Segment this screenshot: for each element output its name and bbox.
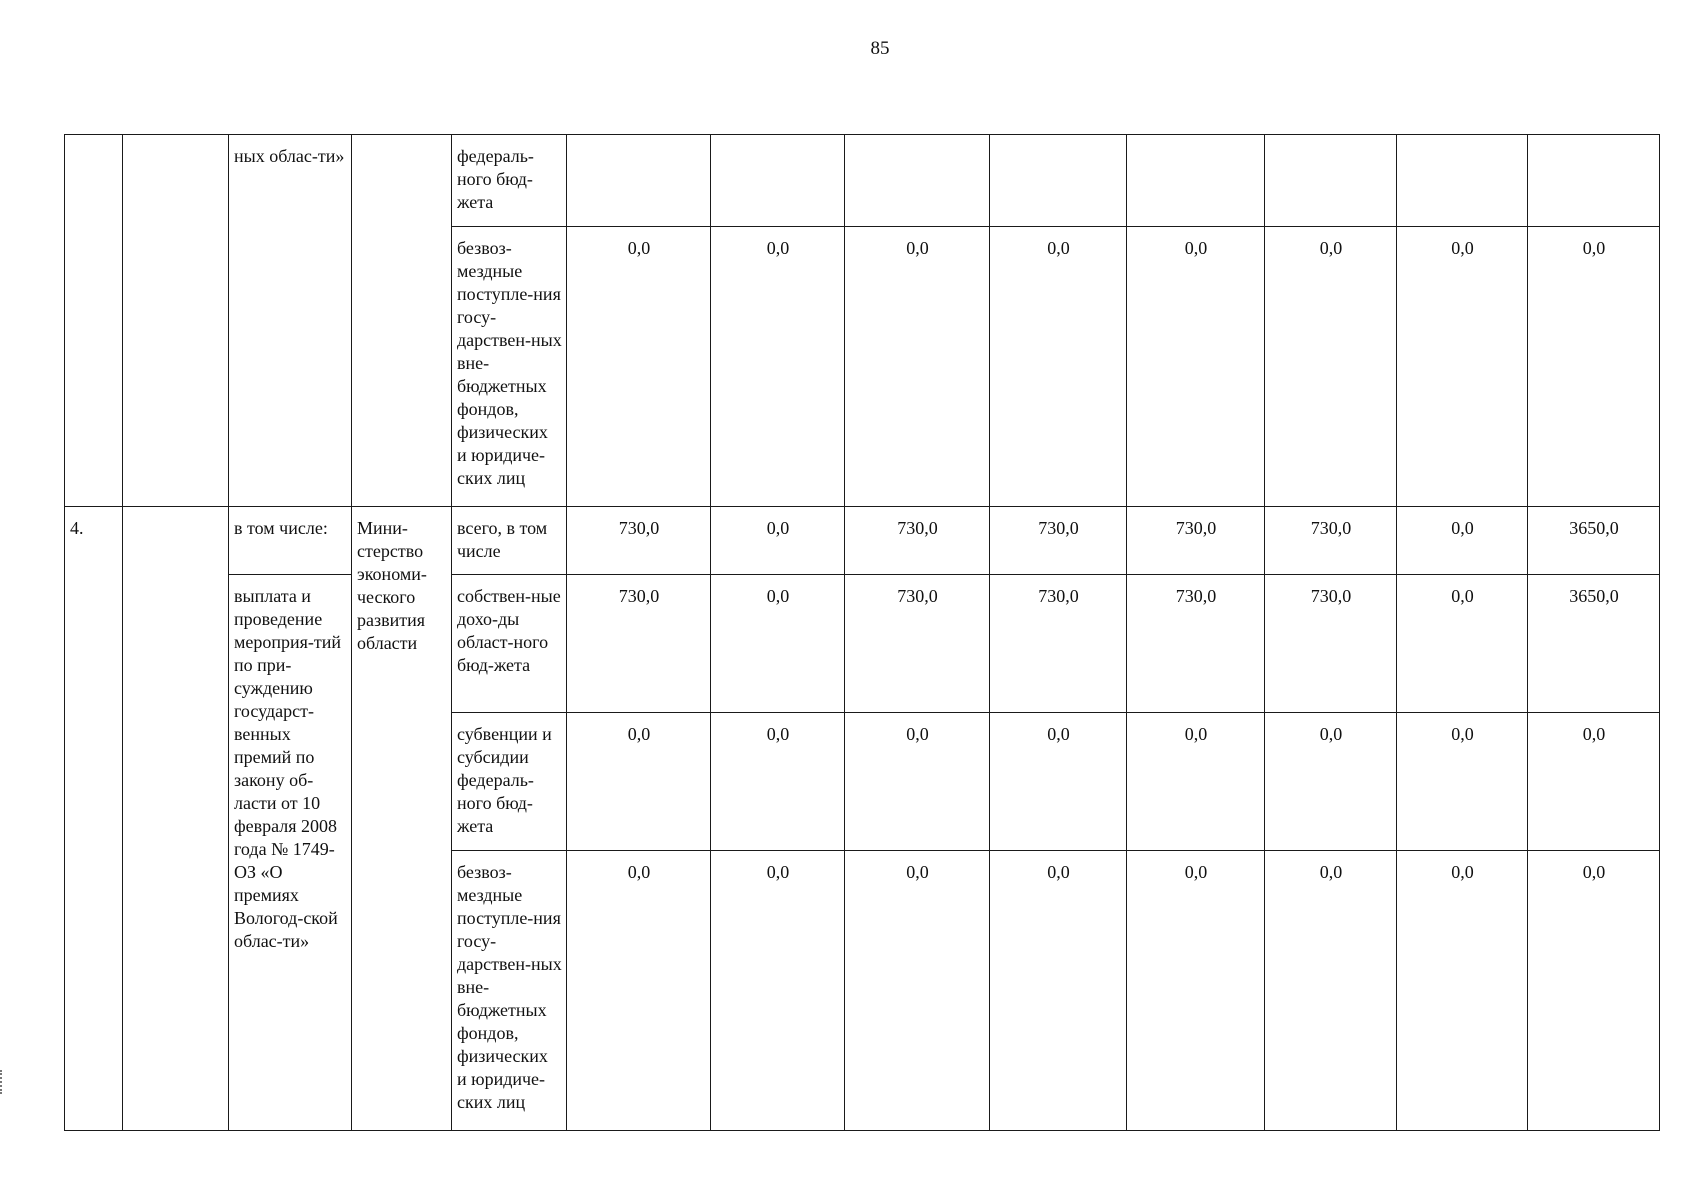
value-cell: 0,0 [1397, 713, 1528, 851]
value-cell: 730,0 [1127, 575, 1265, 713]
value-cell: 730,0 [1265, 507, 1397, 575]
value-cell: 0,0 [990, 713, 1127, 851]
value-cell: 0,0 [845, 227, 990, 507]
value-cell [1397, 135, 1528, 227]
value-cell: 0,0 [711, 575, 845, 713]
value-cell [711, 135, 845, 227]
table-row [65, 575, 1660, 713]
value-cell: 0,0 [567, 713, 711, 851]
value-cell: 0,0 [1397, 851, 1528, 1131]
executor-cell: Мини-стерство экономи-ческого развития области [352, 507, 452, 1131]
page-number: 85 [870, 38, 890, 59]
value-cell: 0,0 [711, 507, 845, 575]
value-cell: 0,0 [1528, 227, 1660, 507]
row-index-cell: 4. [65, 507, 123, 1131]
value-cell: 0,0 [1265, 227, 1397, 507]
value-cell [567, 135, 711, 227]
value-cell: 0,0 [990, 227, 1127, 507]
value-cell [845, 135, 990, 227]
index-cell [65, 135, 123, 507]
source-label-cell: федераль-ного бюд-жета [452, 135, 567, 227]
value-cell: 0,0 [845, 713, 990, 851]
value-cell: 0,0 [1397, 575, 1528, 713]
value-cell: 0,0 [1127, 227, 1265, 507]
value-cell: 730,0 [567, 507, 711, 575]
including-cell: в том числе: [229, 507, 352, 575]
title-cell: выплата и проведение мероприя-тий по при-суждению государст-венных премий по закону об-ласти от 10 февраля 2008 года № 1749-ОЗ «О премиях Вологод-ской облас-ти» [229, 575, 352, 1131]
value-cell: 730,0 [1127, 507, 1265, 575]
value-cell [1528, 135, 1660, 227]
value-cell: 730,0 [845, 507, 990, 575]
value-cell: 730,0 [567, 575, 711, 713]
budget-table [64, 134, 1660, 1131]
value-cell: 0,0 [567, 227, 711, 507]
value-cell: 0,0 [711, 227, 845, 507]
value-cell: 0,0 [711, 851, 845, 1131]
value-cell [1265, 135, 1397, 227]
scan-edge-mark [0, 1070, 4, 1094]
value-cell: 730,0 [845, 575, 990, 713]
value-cell: 0,0 [990, 851, 1127, 1131]
value-cell: 0,0 [1265, 713, 1397, 851]
value-cell: 0,0 [1127, 713, 1265, 851]
value-cell: 0,0 [1397, 227, 1528, 507]
empty-cell [123, 135, 229, 507]
value-cell: 0,0 [711, 713, 845, 851]
executor-cell [352, 135, 452, 507]
value-cell: 0,0 [1265, 851, 1397, 1131]
table-row [65, 135, 1660, 227]
source-label-cell: субвенции и субсидии федераль-ного бюд-жета [452, 713, 567, 851]
source-label-cell: собствен-ные дохо-ды област-ного бюд-жета [452, 575, 567, 713]
value-cell: 0,0 [845, 851, 990, 1131]
source-label-cell: всего, в том числе [452, 507, 567, 575]
value-cell: 0,0 [1397, 507, 1528, 575]
value-cell: 730,0 [990, 575, 1127, 713]
value-cell: 0,0 [567, 851, 711, 1131]
value-cell [1127, 135, 1265, 227]
value-cell: 0,0 [1528, 851, 1660, 1131]
value-cell: 730,0 [990, 507, 1127, 575]
value-cell: 3650,0 [1528, 575, 1660, 713]
value-cell [990, 135, 1127, 227]
value-cell: 3650,0 [1528, 507, 1660, 575]
source-label-cell: безвоз-мездные поступле-ния госу-дарствен-ных вне-бюджетных фондов, физических и юридиче-ских лиц [452, 227, 567, 507]
value-cell: 0,0 [1127, 851, 1265, 1131]
value-cell: 730,0 [1265, 575, 1397, 713]
empty-cell [123, 507, 229, 1131]
source-label-cell: безвоз-мездные поступле-ния госу-дарствен-ных вне-бюджетных фондов, физических и юридиче-ских лиц [452, 851, 567, 1131]
table-row [65, 507, 1660, 575]
title-cell: ных облас-ти» [229, 135, 352, 507]
value-cell: 0,0 [1528, 713, 1660, 851]
